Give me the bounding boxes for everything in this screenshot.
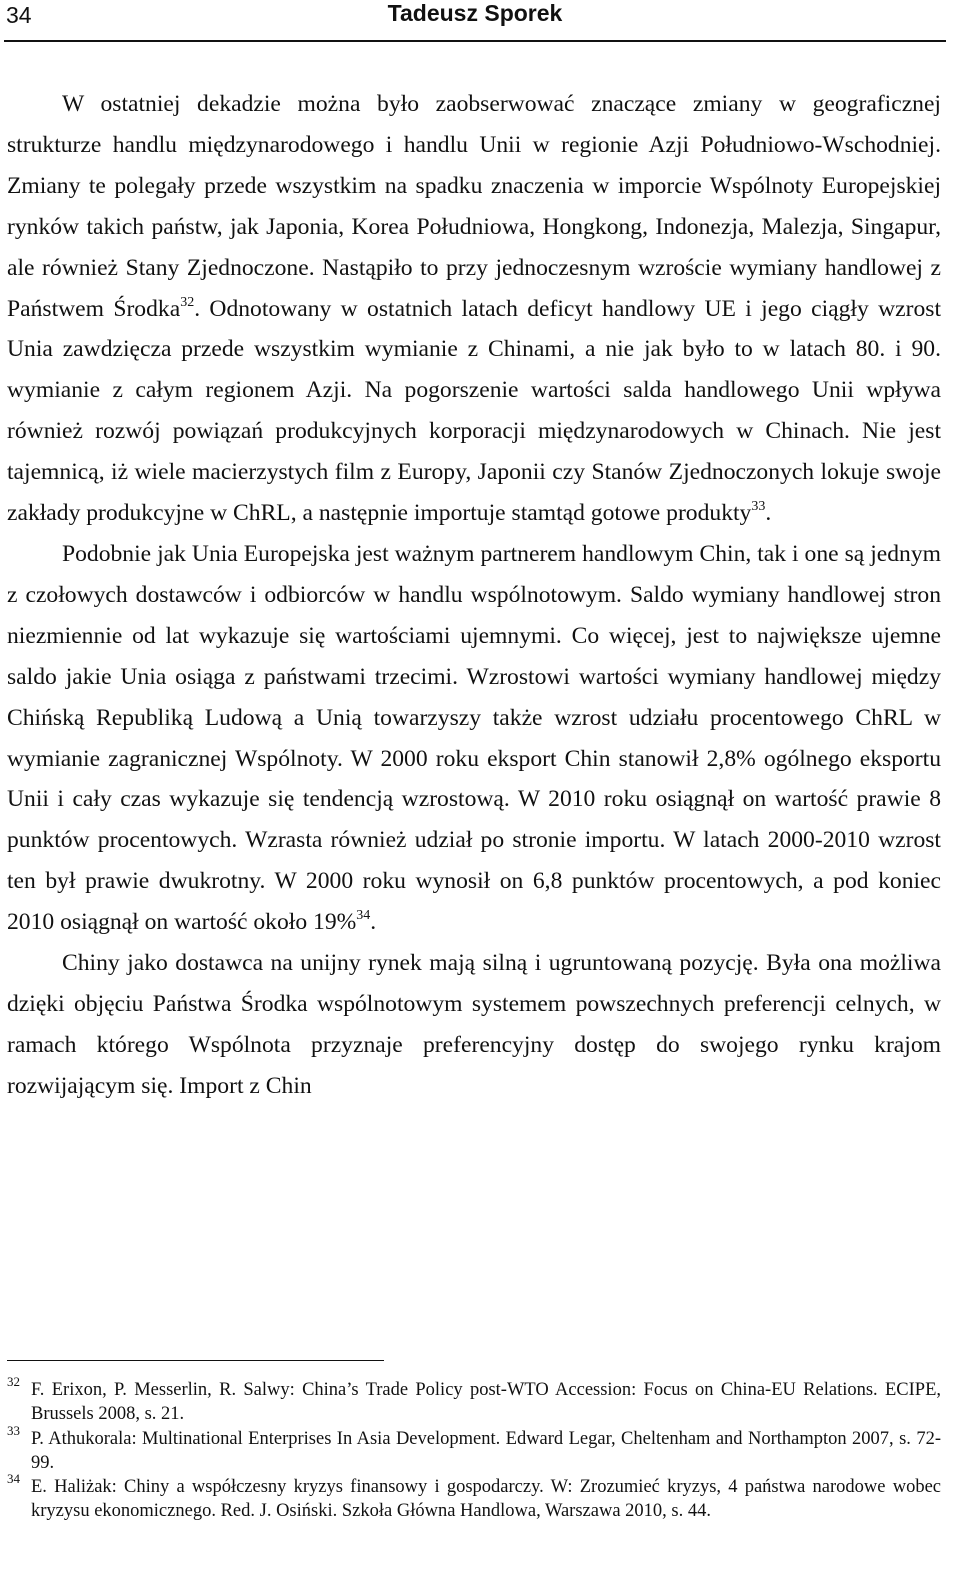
footnote-number: 34 bbox=[7, 1471, 20, 1487]
footnote-text: P. Athukorala: Multinational Enterprises In Asia Development. Edward Legar, Cheltenham and Northampton 2007, s. 72-99. bbox=[31, 1428, 941, 1473]
footnote-reference: 34 bbox=[356, 908, 371, 924]
footnote-separator bbox=[7, 1360, 384, 1361]
footnote-text: E. Haliżak: Chiny a współczesny kryzys finansowy i gospodarczy. W: Zrozumieć kryzys, 4 państwa narodowe wobec kryzysu ekonomicznego. Red. J. Osiński. Szkoła Główna Handlowa, Warszawa 2010, s. 44. bbox=[31, 1477, 941, 1522]
paragraph bbox=[7, 943, 941, 1107]
text-segment: W ostatniej dekadzie można było zaobserwować znaczące zmiany w geograficznej strukturze handlu międzynarodowego i handlu Unii w regionie Azji Południowo-Wschodniej. Zmiany te polegały przede wszystkim na spadku znaczenia w imporcie Wspólnoty Europejskiej rynków takich państw, jak Japonia, Korea Południowa, Hongkong, Indonezja, Malezja, Singapur, ale również Stany Zjednoczone. Nastąpiło to przy jednoczesnym wzroście wymiany handlowej z Państwem Środka bbox=[7, 91, 941, 322]
text-segment: Podobnie jak Unia Europejska jest ważnym partnerem handlowym Chin, tak i one są jednym z czołowych dostawców i odbiorców w handlu wspólnotowym. Saldo wymiany handlowej stron niezmiennie od lat wykazuje się wartościami ujemnymi. Co więcej, jest to największe ujemne saldo jakie Unia osiąga z państwami trzecimi. Wzrostowi wartości wymiany handlowej między Chińską Republiką Ludową a Unią towarzyszy także wzrost udziału procentowego ChRL w wymianie zagranicznej Wspólnoty. W 2000 roku eksport Chin stanowił 2,8% ogólnego eksportu Unii i cały czas wykazuje się tendencją wzrostową. W 2010 roku osiągnął on wartość prawie 8 punktów procentowych. Wzrasta również udział po stronie importu. W latach 2000-2010 wzrost ten był prawie dwukrotny. W 2000 roku wynosił on 6,8 punktów procentowych, a pod koniec 2010 osiągnął on wartość około 19% bbox=[7, 540, 941, 936]
footnote-number: 33 bbox=[7, 1422, 20, 1438]
page-header bbox=[4, 0, 946, 42]
text-segment: . Odnotowany w ostatnich latach deficyt handlowy UE i jego ciągły wzrost Unia zawdzięcza przede wszystkim wymianie z Chinami, a nie jak było to w latach 80. i 90. wymianie z całym regionem Azji. Na pogorszenie wartości salda handlowego Unii wpływa również rozwój powiązań produkcyjnych korporacji międzynarodowych w Chinach. Nie jest tajemnicą, iż wiele macierzystych film z Europy, Japonii czy Stanów Zjednoczonych lokuje swoje zakłady produkcyjne w ChRL, a następnie importuje stamtąd gotowe produkty bbox=[7, 295, 941, 527]
footnote bbox=[7, 1422, 941, 1476]
main-text bbox=[7, 84, 941, 1107]
paragraph bbox=[7, 534, 941, 943]
footnote-reference: 33 bbox=[751, 499, 766, 515]
running-head-author: Tadeusz Sporek bbox=[387, 0, 563, 26]
footnote-reference: 32 bbox=[180, 294, 195, 310]
footnote-text: F. Erixon, P. Messerlin, R. Salwy: China’s Trade Policy post-WTO Accession: Focus on China-EU Relations. ECIPE, Brussels 2008, s. 21. bbox=[31, 1380, 941, 1425]
paragraph bbox=[7, 84, 941, 534]
footnotes bbox=[7, 1374, 941, 1524]
footnote bbox=[7, 1471, 941, 1524]
footnote bbox=[7, 1374, 941, 1427]
footnote-number: 32 bbox=[7, 1374, 20, 1389]
text-segment: Chiny jako dostawca na unijny rynek mają silną i ugruntowaną pozycję. Była ona możliwa dzięki objęciu Państwa Środka wspólnotowym systemem powszechnych preferencji celnych, w ramach którego Wspólnota przyznaje preferencyjny dostęp do swojego rynku krajom rozwijającym się. Import z Chin bbox=[7, 950, 941, 1099]
text-segment: . bbox=[370, 909, 377, 936]
page-number: 34 bbox=[6, 2, 32, 28]
text-segment: . bbox=[765, 500, 772, 527]
